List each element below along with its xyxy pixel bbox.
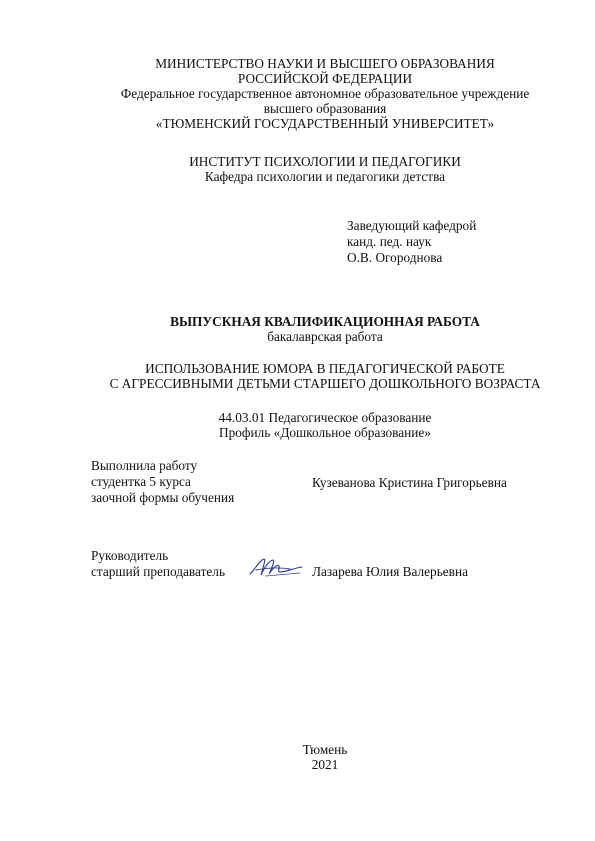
- city: Тюмень: [302, 742, 348, 757]
- university-name: «ТЮМЕНСКИЙ ГОСУДАРСТВЕННЫЙ УНИВЕРСИТЕТ»: [155, 116, 495, 131]
- topic-block: [60, 361, 590, 391]
- author-label-1: Выполнила работу: [91, 458, 198, 473]
- supervisor-labels: [91, 548, 225, 580]
- author-labels: [91, 458, 234, 506]
- topic-line-2: С АГРЕССИВНЫМИ ДЕТЬМИ СТАРШЕГО ДОШКОЛЬНОГО ВОЗРАСТА: [109, 376, 541, 391]
- year: 2021: [311, 757, 339, 772]
- institution-line-2: высшего образования: [263, 101, 387, 116]
- work-level: бакалаврская работа: [267, 329, 383, 344]
- supervisor-label-1: Руководитель: [91, 548, 169, 563]
- topic-line-1: ИСПОЛЬЗОВАНИЕ ЮМОРА В ПЕДАГОГИЧЕСКОЙ РАБОТЕ: [145, 361, 505, 376]
- institution-line-1: Федеральное государственное автономное образовательное учреждение: [120, 86, 530, 101]
- approval-role: Заведующий кафедрой: [347, 218, 477, 233]
- approval-degree: канд. пед. наук: [347, 234, 432, 249]
- ministry-line-2: РОССИЙСКОЙ ФЕДЕРАЦИИ: [237, 71, 413, 86]
- ministry-line-1: МИНИСТЕРСТВО НАУКИ И ВЫСШЕГО ОБРАЗОВАНИЯ: [155, 56, 495, 71]
- author-label-2: студентка 5 курса: [91, 474, 191, 489]
- signature-icon: [246, 556, 304, 580]
- ministry-header: [60, 56, 590, 131]
- work-title-block: [60, 314, 590, 344]
- author-name: Кузеванова Кристина Григорьевна: [312, 475, 507, 490]
- approval-block: [347, 218, 476, 266]
- specialty: 44.03.01 Педагогическое образование: [218, 410, 432, 425]
- supervisor-label-2: старший преподаватель: [91, 564, 226, 579]
- institute-name: ИНСТИТУТ ПСИХОЛОГИИ И ПЕДАГОГИКИ: [189, 154, 461, 169]
- profile: Профиль «Дошкольное образование»: [219, 425, 431, 440]
- approval-name: О.В. Огороднова: [347, 250, 443, 265]
- work-type: ВЫПУСКНАЯ КВАЛИФИКАЦИОННАЯ РАБОТА: [170, 314, 480, 329]
- author-label-3: заочной формы обучения: [91, 490, 235, 505]
- footer-block: [60, 742, 590, 772]
- institute-block: [60, 154, 590, 184]
- supervisor-name: Лазарева Юлия Валерьевна: [312, 564, 468, 579]
- department-name: Кафедра психологии и педагогики детства: [204, 169, 446, 184]
- specialty-block: [60, 410, 590, 440]
